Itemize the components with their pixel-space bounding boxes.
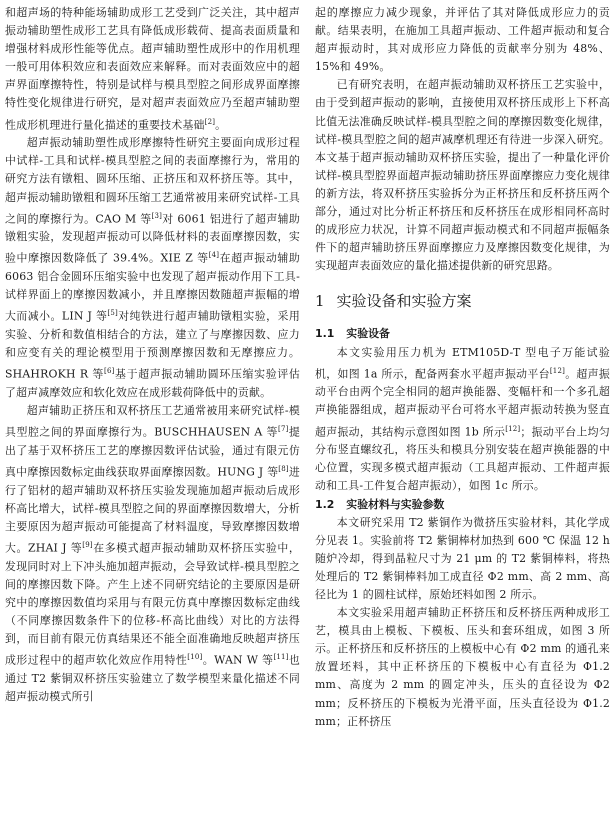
citation: [12] (505, 424, 521, 433)
citation: [3] (151, 211, 163, 220)
subsection-number: 1.1 (315, 327, 335, 341)
subsection-title: 实验设备 (346, 327, 390, 341)
paragraph: 本文研究采用 T2 紫铜作为微挤压实验材料，其化学成分见表 1。实验前将 T2 紫铜棒材加热到 600 ℃ 保温 12 h 随炉冷却，得到晶粒尺寸为 21 μm 的 T2 紫铜棒料，将热处理后的 T2 紫铜棒料加工成直径 Φ2 mm、高 2 mm、高径比为 1 的圆柱试样，原始坯料如图 2 所示。 (315, 515, 610, 601)
subsection-heading (315, 325, 610, 343)
paragraph: 起的摩擦应力减少现象，并评估了其对降低成形应力的贡献。结果表明，在施加工具超声振动、工件超声振动和复合超声振动时，其对成形应力降低的贡献率分别为 48%、15%和 49%。 (315, 6, 610, 74)
citation: [6] (104, 367, 115, 376)
right-column (315, 4, 610, 731)
paragraph: 已有研究表明，在超声振动辅助双杯挤压工艺实验中，由于受到超声振动的影响，直接使用双杯挤压成形上下杯高比值无法准确反映试样-模具型腔之间的摩擦因数变化规律，试样-模具型腔之间的超声减摩机理还有待进一步深入研究。本文基于超声振动辅助双杯挤压实验，提出了一种量化评价试样-模具型腔界面超声振动辅助挤压界面摩擦应力变化规律的新方法，将双杯挤压实验拆分为正杯挤压和反杯挤压两个部分，通过对比分析正杯挤压和反杯挤压在成形相同杯高时的成形应力状况，计算不同超声振动模式和不同超声振幅条件下的超声辅助挤压界面摩擦应力及摩擦因数变化规律，为实现超声表面效应的量化描述提供新的研究思路。 (315, 78, 610, 273)
left-column (5, 4, 300, 706)
citation: [8] (278, 465, 289, 473)
citation: [7] (278, 425, 289, 434)
citation: [10] (187, 653, 203, 662)
subsection-number: 1.2 (315, 497, 335, 511)
paragraph: 超声辅助正挤压和双杯挤压工艺通常被用来研究试样-模具型腔之间的界面摩擦行为。BUSCHHAUSEN A 等[7]提出了基于双杯挤压工艺的摩擦因数评估试验，通过有限元仿真中摩擦因数标定曲线获取界面摩擦因数。HUNG J 等[8]进行了铝材的超声辅助双杯挤压实验发现施加超声振动后成形杯高比增大，试样-模具型腔之间的界面摩擦因数增大，分析主要原因为超声振动可能提高了材料温度，导致摩擦因数增大。ZHAI J 等[9]在多模式超声振动辅助双杯挤压实验中，发现同时对上下冲头施加超声振动，会导致试样-模具型腔之间的摩擦因数下降。产生上述不同研究结论的主要原因是研究中的摩擦因数值均采用与有限元仿真中摩擦因数标定曲线（不同摩擦因数条件下的位移-杯高比曲线）对比的方法得到，而目前有限元仿真结果还不能全面准确地反映超声挤压成形过程中的超声软化效应作用特性[10]。WAN W 等[11]也通过 T2 紫铜双杯挤压实验建立了数学模型来量化描述不同超声振动模式所引 (5, 404, 301, 703)
paragraph: 超声振动辅助塑性成形摩擦特性研究主要面向成形过程中试样-工具和试样-模具型腔之间的表面摩擦行为，常用的研究方法有镦粗、圆环压缩、正挤压和双杯挤压等。其中，超声振动辅助镦粗和圆环压缩工艺通常被用来研究试样-工具之间的摩擦行为。CAO M 等[3]对 6061 铝进行了超声辅助镦粗实验，发现超声振动可以降低材料的表面摩擦因数，实验中摩擦因数降低了 39.4%。XIE Z 等[4]在超声振动辅助 6063 铝合金圆环压缩实验中也发现了超声振动作用下工具-试样界面上的摩擦因数减小，并且摩擦因数随超声振幅的增大而减小。LIN J 等[5]对纯铁进行超声辅助镦粗实验，采用实验、分析和数值相结合的方法，建立了与摩擦因数、应力和应变有关的理论模型用于预测摩擦因数和无摩擦应力。SHAHROKH R 等[6]基于超声振动辅助圆环压缩实验评估了超声减摩效应和软化效应在成形载荷降低中的贡献。 (5, 136, 301, 399)
subsection-title: 实验材料与实验参数 (346, 497, 445, 511)
citation: [2] (204, 117, 216, 126)
subsection-heading (315, 496, 610, 514)
citation: [9] (82, 541, 93, 549)
citation: [5] (107, 309, 118, 318)
section-number: 1 (315, 292, 325, 311)
paragraph: 本文实验用压力机为 ETM105D-T 型电子万能试验机，如图 1a 所示，配备两套水平超声振动平台[12]。超声振动平台由两个完全相同的超声换能器、变幅杆和一个多孔超声换能器组成，超声振动平台可将水平超声振动转换为竖直超声振动，其结构示意图如图 1b 所示[12]；振动平台上均匀分布竖直螺纹孔，将压头和模具分别安装在超声换能器的中心位置，实现多模式超声振动（工具超声振动、工件超声振动和工具-工件复合超声振动），如图 1c 所示。 (315, 345, 610, 493)
paragraph: 和超声场的特种能场辅助成形工艺受到广泛关注，其中超声振动辅助塑性成形工艺具有降低成形载荷、提高表面质量和增强材料成形性能等优点。超声辅助塑性成形中的作用机理一般可用体积效应和表面效应来解释。而对表面效应中的超声界面摩擦特性，特别是试样与模具型腔之间形成界面摩擦特性变化规律进行研究，是对超声表面效应乃至超声辅助塑性成形机理进行量化描述的重要技术基础[2]。 (5, 6, 300, 132)
section-title: 实验设备和实验方案 (336, 292, 472, 311)
citation: [12] (549, 366, 566, 375)
citation: [11] (273, 653, 289, 662)
citation: [4] (208, 251, 220, 260)
section-heading (315, 291, 610, 311)
paragraph: 本文实验采用超声辅助正杯挤压和反杯挤压两种成形工艺，模具由上模板、下模板、压头和套环组成，如图 3 所示。正杯挤压和反杯挤压的上模板中心有 Φ2 mm 的通孔来放置坯料，其中正杯挤压的下模板中心有直径为 Φ1.2 mm、高度为 2 mm 的圆定冲头，压头的直径设为 Φ2 mm；反杯挤压的下模板为光滑平面，压头直径设为 Φ1.2 mm；正杯挤压 (315, 606, 610, 728)
